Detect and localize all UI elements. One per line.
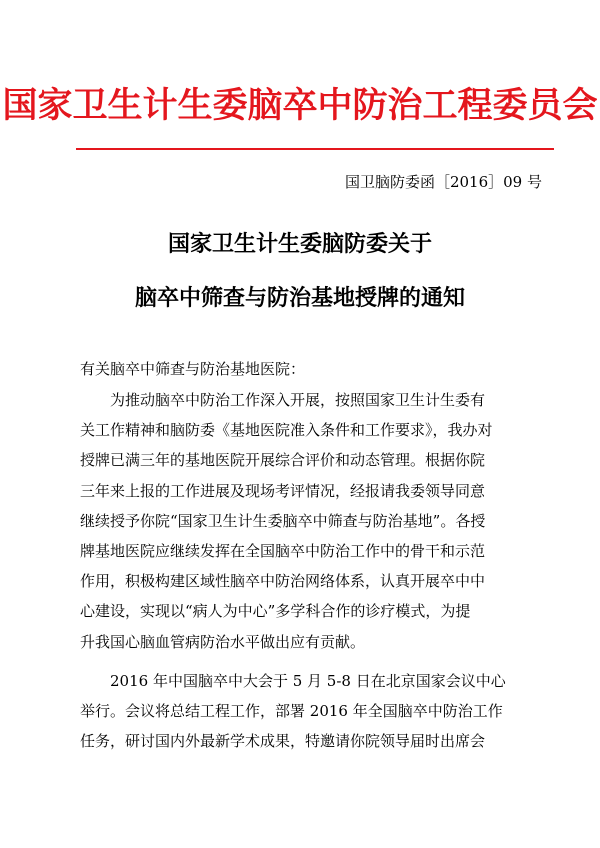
paragraph-1-line: 心建设，实现以“病人为中心”多学科合作的诊疗模式，为提: [80, 602, 471, 621]
paragraph-1-line: 升我国心脑血管病防治水平做出应有贡献。: [80, 632, 366, 651]
paragraph-1-line: 三年来上报的工作进展及现场考评情况，经报请我委领导同意: [80, 481, 486, 500]
document-number: 国卫脑防委函［2016］09 号: [344, 173, 542, 191]
paragraph-1: [80, 385, 560, 657]
paragraph-1-line: 授牌已满三年的基地医院开展综合评价和动态管理。根据你院: [80, 451, 486, 470]
organization-masthead: 国家卫生计生委脑卒中防治工程委员会: [2, 85, 598, 126]
paragraph-1-line: 牌基地医院应继续发挥在全国脑卒中防治工作中的骨干和示范: [80, 542, 486, 561]
document-title-line-2: 脑卒中筛查与防治基地授牌的通知: [134, 285, 465, 311]
paragraph-2: [80, 666, 560, 757]
salutation: 有关脑卒中筛查与防治基地医院：: [80, 360, 306, 378]
paragraph-1-line: 为推动脑卒中防治工作深入开展，按照国家卫生计生委有: [110, 391, 486, 409]
paragraph-2-line: 任务，研讨国内外最新学术成果，特邀请你院领导届时出席会: [80, 732, 486, 751]
header-divider: [76, 148, 554, 150]
paragraph-1-line: 继续授予你院“国家卫生计生委脑卒中筛查与防治基地”。各授: [80, 511, 486, 530]
paragraph-1-line: 关工作精神和脑防委《基地医院准入条件和工作要求》，我办对: [80, 421, 493, 440]
paragraph-1-line: 作用，积极构建区域性脑卒中防治网络体系，认真开展卒中中: [80, 572, 486, 591]
paragraph-2-line: 2016 年中国脑卒中大会于 5 月 5-8 日在北京国家会议中心: [110, 672, 506, 690]
document-title-line-1: 国家卫生计生委脑防委关于: [167, 231, 432, 257]
paragraph-2-line: 举行。会议将总结工程工作，部署 2016 年全国脑卒中防治工作: [80, 702, 503, 721]
